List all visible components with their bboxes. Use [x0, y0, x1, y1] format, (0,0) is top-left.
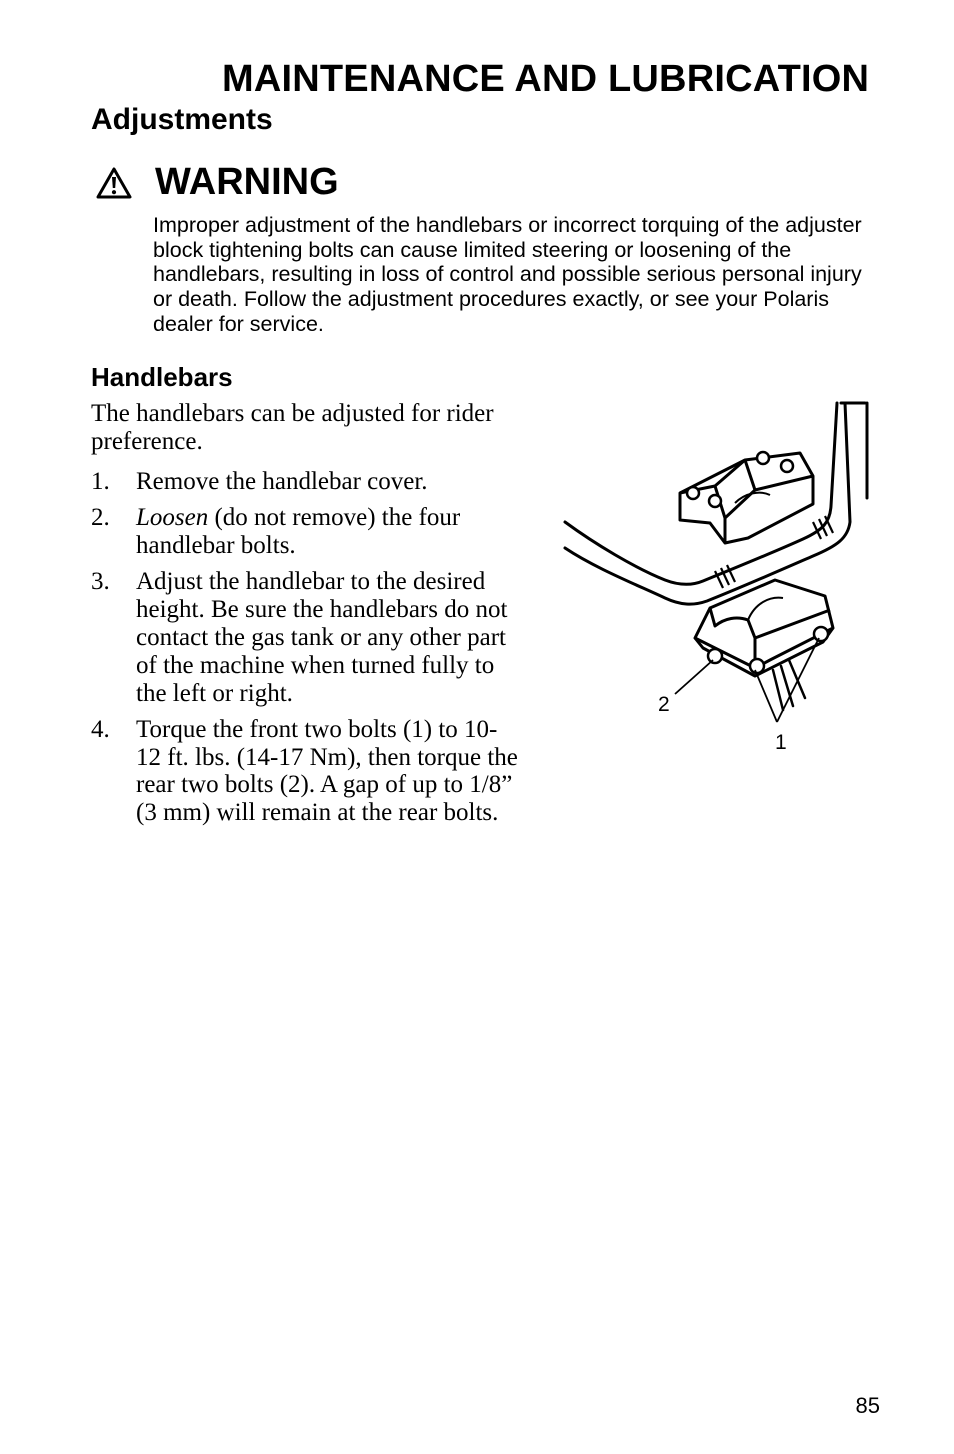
handlebars-heading: Handlebars	[91, 362, 233, 392]
step-text-rest: (do not remove) the four handlebar bolts.	[136, 504, 461, 560]
handlebar-diagram	[555, 398, 875, 768]
front-bolt	[750, 659, 764, 673]
step-text: Adjust the handlebar to the desired height. Be sure the handlebars do not contact the gas tank or any other part of the machine when turned fully to the left or right.	[136, 568, 508, 707]
step-item	[91, 468, 521, 496]
step-item	[91, 504, 521, 560]
step-number: 2.	[91, 504, 110, 532]
adjustment-steps	[91, 468, 521, 827]
step-text	[136, 504, 521, 560]
section-title: Adjustments	[91, 103, 273, 136]
handlebar-adjuster-illustration	[555, 398, 875, 768]
step-text: Torque the front two bolts (1) to 10-12 ft. lbs. (14-17 Nm), then torque the rear two bolts (2). A gap of up to 1/8” (3 mm) will remain at the rear bolts.	[136, 715, 518, 827]
step-number: 4.	[91, 715, 110, 743]
step-emphasis: Loosen	[136, 504, 209, 532]
chapter-title: MAINTENANCE AND LUBRICATION	[222, 58, 870, 100]
front-bolt	[814, 627, 828, 641]
callout-front-bolts: 1	[775, 731, 787, 754]
callout-line-rear	[675, 660, 713, 694]
step-number: 3.	[91, 568, 110, 596]
step-item	[91, 568, 521, 707]
handlebars-intro: The handlebars can be adjusted for rider preference.	[91, 400, 494, 455]
step-number: 1.	[91, 468, 110, 495]
page-number: 85	[855, 1393, 880, 1418]
rear-bolt	[708, 649, 722, 663]
callout-rear-bolts: 2	[658, 693, 670, 716]
warning-text: Improper adjustment of the handlebars or incorrect torquing of the adjuster block tightening bolts can cause limited steering or loosening of the handlebars, resulting in loss of control and possible serious personal injury or death. Follow the adjustment procedures exactly, or see your Polaris dealer for service.	[153, 213, 862, 336]
step-text: Remove the handlebar cover.	[136, 468, 428, 495]
warning-heading: WARNING	[155, 161, 339, 203]
warning-triangle-icon	[96, 167, 132, 199]
step-item	[91, 716, 521, 827]
